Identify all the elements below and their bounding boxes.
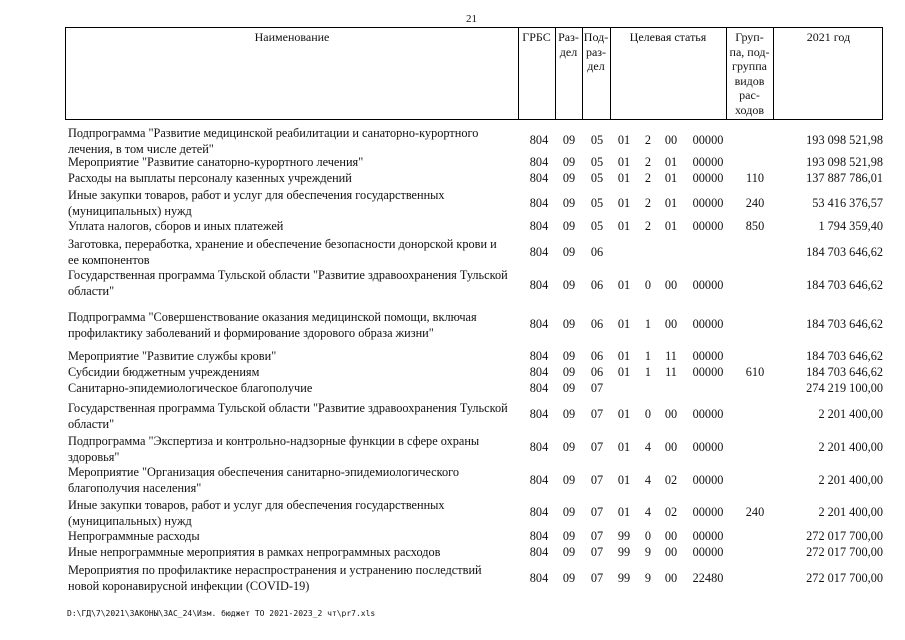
row-name: Иные непрограммные мероприятия в рамках непрограммных расходов <box>68 545 441 559</box>
row-p2: 1 <box>644 365 652 379</box>
row-p1: 01 <box>617 407 631 421</box>
row-grbs: 804 <box>529 219 549 233</box>
row-p1: 01 <box>617 505 631 519</box>
row-p1: 01 <box>617 473 631 487</box>
row-p1: 99 <box>617 545 631 559</box>
row-sum: 272 017 700,00 <box>806 545 883 559</box>
row-name: Мероприятия по профилактике нераспространения и устранению последствий новой коронавирусной инфекции (COVID-19) <box>68 563 482 593</box>
row-p1: 01 <box>617 219 631 233</box>
row-p3: 01 <box>664 219 678 233</box>
row-name: Расходы на выплаты персоналу казенных учреждений <box>68 171 352 185</box>
row-grbs: 804 <box>529 278 549 292</box>
row-p4: 00000 <box>692 317 724 331</box>
row-grbs: 804 <box>529 545 549 559</box>
row-p2: 9 <box>644 571 652 585</box>
row-p1: 01 <box>617 440 631 454</box>
row-sum: 184 703 646,62 <box>806 349 883 363</box>
row-name: Субсидии бюджетным учреждениям <box>68 365 260 379</box>
row-vr: 850 <box>745 219 765 233</box>
row-grbs: 804 <box>529 440 549 454</box>
row-p3: 02 <box>664 473 678 487</box>
row-p1: 99 <box>617 529 631 543</box>
row-grbs: 804 <box>529 155 549 169</box>
row-p2: 2 <box>644 133 652 147</box>
header-podrazdel: Под- раз- дел <box>583 30 609 73</box>
row-grbs: 804 <box>529 529 549 543</box>
row-grbs: 804 <box>529 317 549 331</box>
row-p2: 1 <box>644 317 652 331</box>
row-sum: 184 703 646,62 <box>806 245 883 259</box>
row-p1: 01 <box>617 365 631 379</box>
row-rz: 09 <box>562 349 576 363</box>
row-rz: 09 <box>562 407 576 421</box>
row-vr: 240 <box>745 196 765 210</box>
row-p1: 01 <box>617 317 631 331</box>
row-prz: 05 <box>590 196 604 210</box>
row-name: Государственная программа Тульской области "Развитие здравоохранения Тульской области" <box>68 401 508 431</box>
row-p2: 1 <box>644 349 652 363</box>
row-p3: 11 <box>665 349 677 363</box>
row-grbs: 804 <box>529 407 549 421</box>
row-name: Иные закупки товаров, работ и услуг для обеспечения государственных (муниципальных) нужд <box>68 188 445 218</box>
row-p3: 11 <box>665 365 677 379</box>
row-p3: 01 <box>664 171 678 185</box>
row-grbs: 804 <box>529 133 549 147</box>
row-p4: 00000 <box>692 155 724 169</box>
header-razdel: Раз- дел <box>558 30 579 59</box>
row-p3: 01 <box>664 155 678 169</box>
row-prz: 05 <box>590 219 604 233</box>
row-name: Заготовка, переработка, хранение и обеспечение безопасности донорской крови и ее компонентов <box>68 237 497 267</box>
row-sum: 2 201 400,00 <box>818 505 883 519</box>
row-p2: 4 <box>644 505 652 519</box>
file-path: D:\ГД\7\2021\ЗАКОНЫ\ЗАС_24\Изм. бюджет ТО 2021-2023_2 чт\pr7.xls <box>67 609 376 618</box>
row-p2: 9 <box>644 545 652 559</box>
row-sum: 274 219 100,00 <box>806 381 883 395</box>
table-header <box>65 27 883 120</box>
row-rz: 09 <box>562 196 576 210</box>
row-p1: 01 <box>617 133 631 147</box>
row-p1: 01 <box>617 171 631 185</box>
row-rz: 09 <box>562 529 576 543</box>
row-rz: 09 <box>562 381 576 395</box>
row-p2: 4 <box>644 440 652 454</box>
row-grbs: 804 <box>529 171 549 185</box>
row-rz: 09 <box>562 133 576 147</box>
row-rz: 09 <box>562 505 576 519</box>
row-sum: 272 017 700,00 <box>806 529 883 543</box>
header-year: 2021 год <box>806 30 851 44</box>
header-grbs: ГРБС <box>522 30 551 44</box>
row-p1: 01 <box>617 349 631 363</box>
row-name: Государственная программа Тульской области "Развитие здравоохранения Тульской области" <box>68 268 508 298</box>
row-p3: 00 <box>664 529 678 543</box>
row-grbs: 804 <box>529 365 549 379</box>
row-sum: 137 887 786,01 <box>806 171 883 185</box>
row-p3: 00 <box>664 545 678 559</box>
row-p4: 00000 <box>692 133 724 147</box>
row-name: Непрограммные расходы <box>68 529 200 543</box>
row-p2: 2 <box>644 219 652 233</box>
row-p4: 00000 <box>692 440 724 454</box>
row-p4: 00000 <box>692 529 724 543</box>
row-prz: 07 <box>590 529 604 543</box>
row-p3: 00 <box>664 571 678 585</box>
row-grbs: 804 <box>529 473 549 487</box>
row-rz: 09 <box>562 440 576 454</box>
row-vr: 240 <box>745 505 765 519</box>
row-sum: 2 201 400,00 <box>818 440 883 454</box>
row-grbs: 804 <box>529 245 549 259</box>
row-grbs: 804 <box>529 196 549 210</box>
row-prz: 06 <box>590 365 604 379</box>
row-name: Санитарно-эпидемиологическое благополучие <box>68 381 313 395</box>
row-p4: 00000 <box>692 545 724 559</box>
row-sum: 184 703 646,62 <box>806 278 883 292</box>
row-name: Уплата налогов, сборов и иных платежей <box>68 219 284 233</box>
row-prz: 05 <box>590 171 604 185</box>
row-prz: 06 <box>590 317 604 331</box>
row-p4: 00000 <box>692 219 724 233</box>
row-p1: 01 <box>617 196 631 210</box>
row-sum: 193 098 521,98 <box>806 133 883 147</box>
row-p2: 0 <box>644 407 652 421</box>
row-p3: 02 <box>664 505 678 519</box>
page-number: 21 <box>466 13 477 25</box>
row-p4: 00000 <box>692 349 724 363</box>
row-p3: 00 <box>664 317 678 331</box>
row-prz: 07 <box>590 407 604 421</box>
row-rz: 09 <box>562 545 576 559</box>
row-p1: 01 <box>617 155 631 169</box>
row-name: Подпрограмма "Развитие медицинской реабилитации и санаторно-курортного лечения, в том числе детей" <box>68 126 479 156</box>
row-name: Подпрограмма "Экспертиза и контрольно-надзорные функции в сфере охраны здоровья" <box>68 434 480 464</box>
row-p4: 00000 <box>692 407 724 421</box>
row-name: Мероприятие "Развитие санаторно-курортного лечения" <box>68 155 364 169</box>
row-grbs: 804 <box>529 349 549 363</box>
row-p4: 00000 <box>692 171 724 185</box>
row-rz: 09 <box>562 219 576 233</box>
row-sum: 193 098 521,98 <box>806 155 883 169</box>
row-p3: 00 <box>664 440 678 454</box>
row-prz: 07 <box>590 440 604 454</box>
row-prz: 05 <box>590 133 604 147</box>
row-p2: 2 <box>644 171 652 185</box>
header-name: Наименование <box>254 30 330 44</box>
row-sum: 272 017 700,00 <box>806 571 883 585</box>
row-p4: 00000 <box>692 196 724 210</box>
row-name: Мероприятие "Развитие службы крови" <box>68 349 277 363</box>
row-sum: 2 201 400,00 <box>818 407 883 421</box>
row-prz: 05 <box>590 155 604 169</box>
row-p3: 00 <box>664 407 678 421</box>
row-p2: 4 <box>644 473 652 487</box>
row-vr: 110 <box>746 171 764 185</box>
row-p1: 01 <box>617 278 631 292</box>
row-p4: 00000 <box>692 505 724 519</box>
row-p3: 01 <box>664 196 678 210</box>
row-vr: 610 <box>745 365 765 379</box>
row-prz: 07 <box>590 505 604 519</box>
row-p1: 99 <box>617 571 631 585</box>
header-group: Груп- па, под- группа видов рас- ходов <box>729 30 770 117</box>
row-name: Мероприятие "Организация обеспечения санитарно-эпидемиологического благополучия населения" <box>68 465 460 495</box>
row-prz: 07 <box>590 381 604 395</box>
row-sum: 184 703 646,62 <box>806 365 883 379</box>
row-grbs: 804 <box>529 505 549 519</box>
header-target: Целевая статья <box>629 30 707 44</box>
row-rz: 09 <box>562 571 576 585</box>
row-p2: 2 <box>644 196 652 210</box>
row-p2: 2 <box>644 155 652 169</box>
row-p3: 00 <box>664 278 678 292</box>
row-sum: 2 201 400,00 <box>818 473 883 487</box>
row-rz: 09 <box>562 171 576 185</box>
row-p2: 0 <box>644 529 652 543</box>
row-name: Подпрограмма "Совершенствование оказания медицинской помощи, включая профилактику заболеваний и формирование здорового образа жизни" <box>68 310 477 340</box>
row-prz: 06 <box>590 245 604 259</box>
row-name: Иные закупки товаров, работ и услуг для обеспечения государственных (муниципальных) нужд <box>68 498 445 528</box>
row-prz: 07 <box>590 571 604 585</box>
row-p4: 00000 <box>692 473 724 487</box>
row-rz: 09 <box>562 155 576 169</box>
row-p4: 00000 <box>692 278 724 292</box>
row-rz: 09 <box>562 365 576 379</box>
row-prz: 07 <box>590 545 604 559</box>
row-p3: 00 <box>664 133 678 147</box>
row-grbs: 804 <box>529 381 549 395</box>
row-sum: 184 703 646,62 <box>806 317 883 331</box>
row-sum: 1 794 359,40 <box>818 219 883 233</box>
row-p4: 00000 <box>692 365 724 379</box>
row-rz: 09 <box>562 278 576 292</box>
row-rz: 09 <box>562 317 576 331</box>
row-rz: 09 <box>562 245 576 259</box>
row-p2: 0 <box>644 278 652 292</box>
row-prz: 07 <box>590 473 604 487</box>
row-prz: 06 <box>590 278 604 292</box>
row-grbs: 804 <box>529 571 549 585</box>
row-rz: 09 <box>562 473 576 487</box>
row-p4: 22480 <box>692 571 724 585</box>
row-sum: 53 416 376,57 <box>812 196 883 210</box>
row-prz: 06 <box>590 349 604 363</box>
